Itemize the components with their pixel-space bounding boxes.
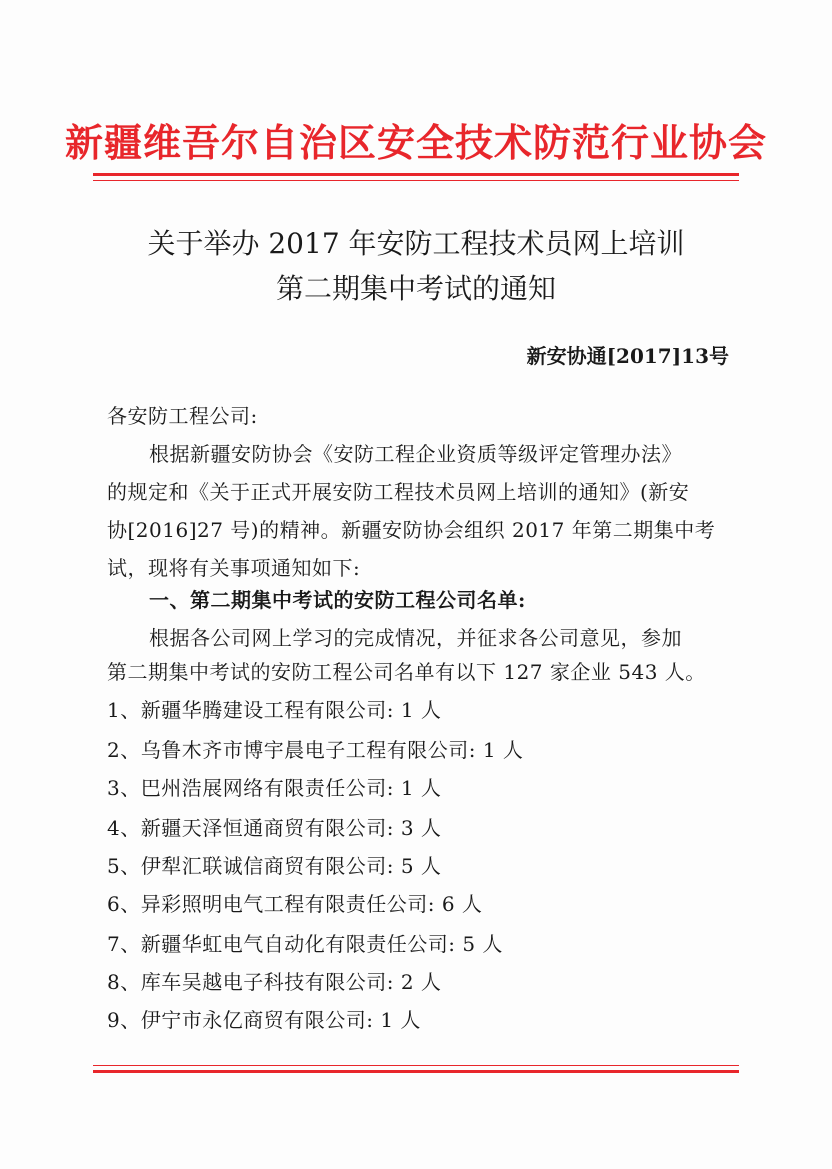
company-list-item: 3、巴州浩展网络有限责任公司: 1 人 [107,776,442,800]
company-list-item: 6、异彩照明电气工程有限责任公司: 6 人 [107,892,483,916]
salutation: 各安防工程公司: [107,404,258,428]
paragraph-1-line-3: 协[2016]27 号)的精神。新疆安防协会组织 2017 年第二期集中考 [107,518,716,542]
footer-rule-thin [93,1065,739,1066]
organization-header: 新疆维吾尔自治区安全技术防范行业协会 [64,121,767,165]
company-list-item: 5、伊犁汇联诚信商贸有限公司: 5 人 [107,854,442,878]
company-list-item: 1、新疆华腾建设工程有限公司: 1 人 [107,698,442,722]
paragraph-1-line-1: 根据新疆安防协会《安防工程企业资质等级评定管理办法》 [149,442,682,466]
company-list-item: 4、新疆天泽恒通商贸有限公司: 3 人 [107,816,442,840]
company-list-item: 9、伊宁市永亿商贸有限公司: 1 人 [107,1008,421,1032]
company-list-item: 2、乌鲁木齐市博宇晨电子工程有限公司: 1 人 [107,738,524,762]
company-list-item: 7、新疆华虹电气自动化有限责任公司: 5 人 [107,932,503,956]
document-title-line-1: 关于举办 2017 年安防工程技术员网上培训 [147,227,685,260]
footer-rule-thick [93,1070,739,1073]
paragraph-1-line-4: 试，现将有关事项通知如下: [107,556,361,580]
company-list-item: 8、库车吴越电子科技有限公司: 2 人 [107,970,442,994]
paragraph-2-line-1: 根据各公司网上学习的完成情况，并征求各公司意见，参加 [149,626,682,650]
document-title-line-2: 第二期集中考试的通知 [275,272,556,305]
paragraph-2-line-2: 第二期集中考试的安防工程公司名单有以下 127 家企业 543 人。 [107,660,706,684]
section-1-heading: 一、第二期集中考试的安防工程公司名单: [149,588,526,612]
document-number: 新安协通[2017]13号 [526,344,729,368]
header-rule-thin [93,180,739,181]
paragraph-1-line-2: 的规定和《关于正式开展安防工程技术员网上培训的通知》(新安 [107,480,690,504]
header-rule-thick [93,173,739,176]
